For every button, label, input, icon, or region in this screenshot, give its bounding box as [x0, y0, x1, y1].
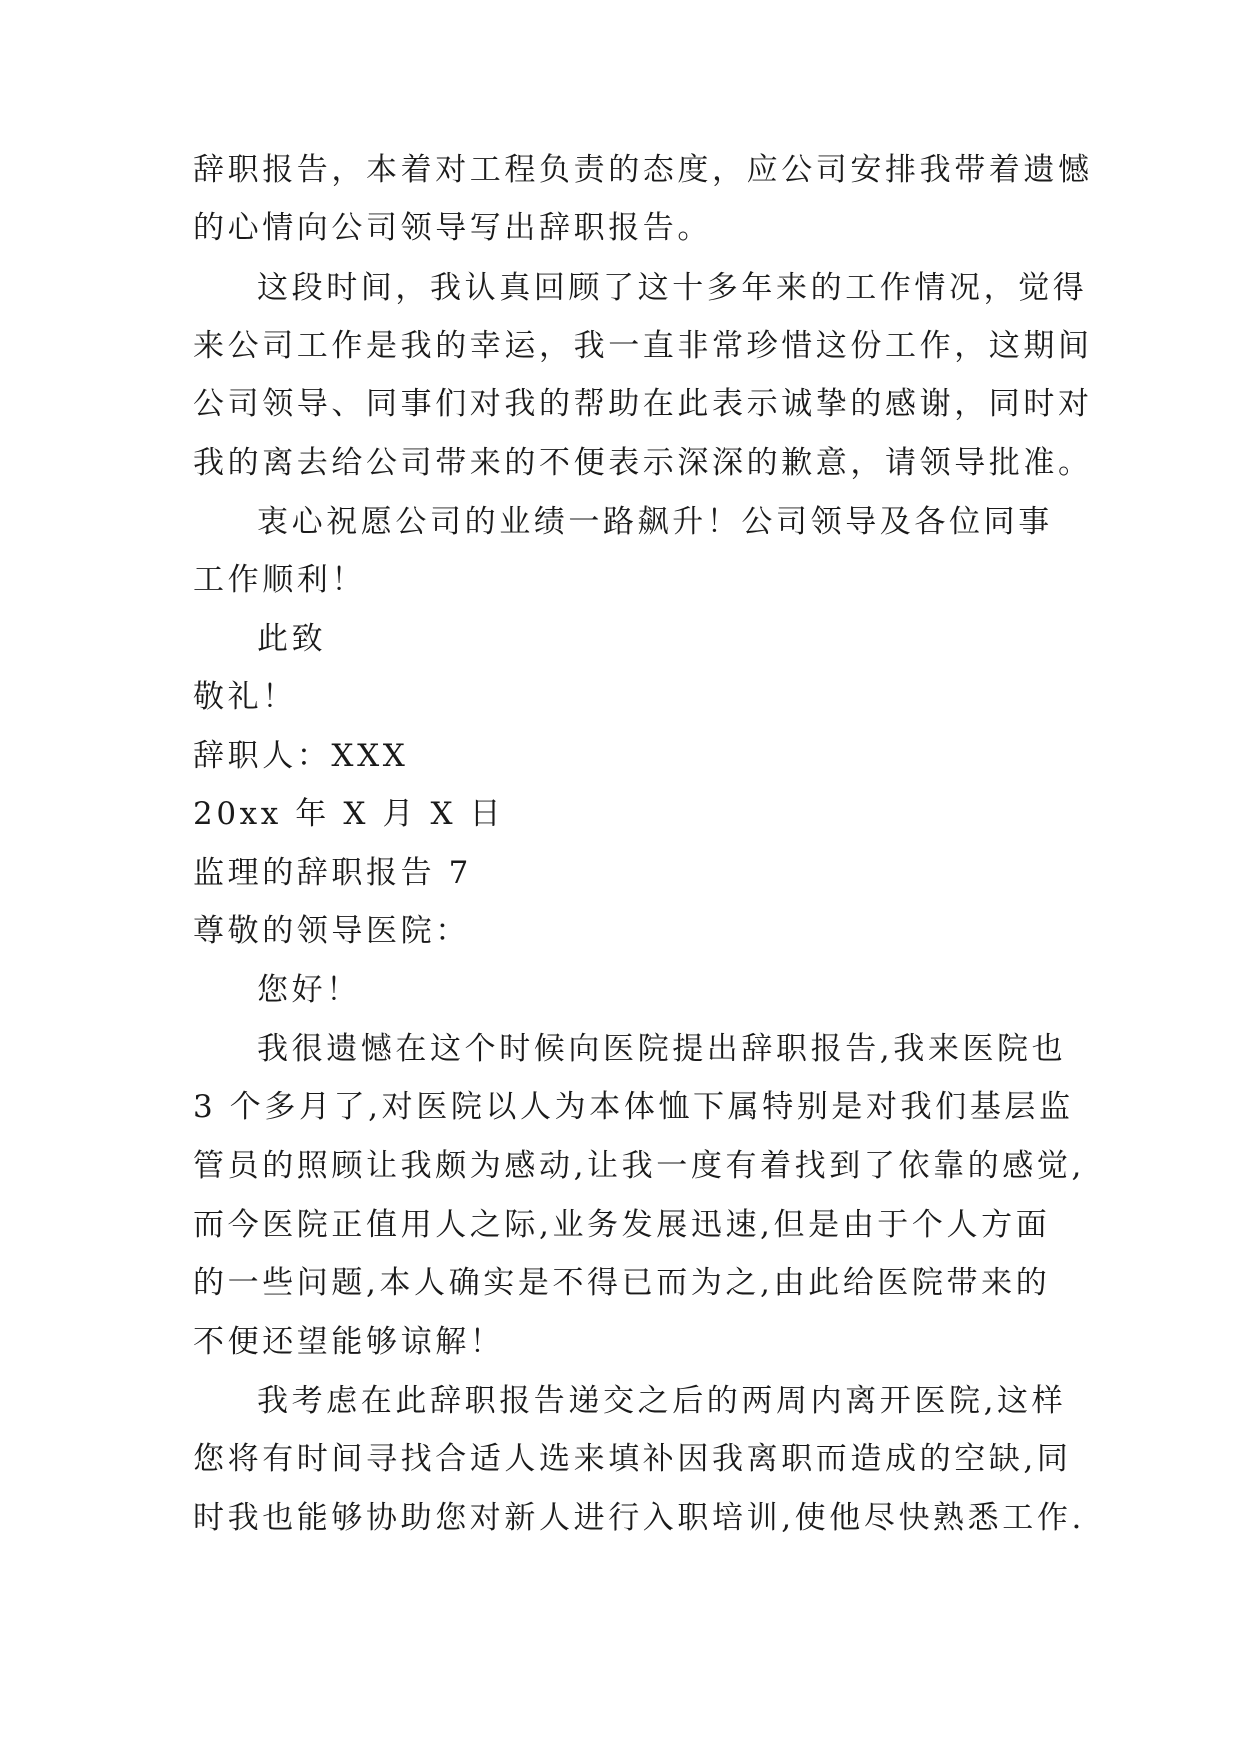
text-line: 公司领导、同事们对我的帮助在此表示诚挚的感谢，同时对 — [193, 386, 1093, 422]
greeting-line: 尊敬的领导医院： — [193, 913, 470, 949]
text-line: 时我也能够协助您对新人进行入职培训,使他尽快熟悉工作. — [193, 1500, 1085, 1536]
text-line: 管员的照顾让我颇为感动,让我一度有着找到了依靠的感觉, — [193, 1148, 1085, 1184]
text-line: 而今医院正值用人之际,业务发展迅速,但是由于个人方面 — [193, 1207, 1051, 1243]
greeting-hello: 您好！ — [257, 972, 361, 1008]
text-line: 来公司工作是我的幸运，我一直非常珍惜这份工作，这期间 — [193, 328, 1093, 364]
text-line: 的一些问题,本人确实是不得已而为之,由此给医院带来的 — [193, 1265, 1051, 1301]
text-line: 的心情向公司领导写出辞职报告。 — [193, 210, 712, 246]
paragraph-start-line: 衷心祝愿公司的业绩一路飙升！公司领导及各位同事 — [257, 504, 1053, 540]
paragraph-start-line: 我很遗憾在这个时候向医院提出辞职报告,我来医院也 — [257, 1031, 1067, 1067]
paragraph-start-line: 这段时间，我认真回顾了这十多年来的工作情况，觉得 — [257, 270, 1088, 306]
text-line: 3 个多月了,对医院以人为本体恤下属特别是对我们基层监 — [193, 1089, 1074, 1125]
signature-line: 辞职人：XXX — [193, 738, 409, 774]
text-line: 我的离去给公司带来的不便表示深深的歉意，请领导批准。 — [193, 445, 1093, 481]
text-line: 工作顺利！ — [193, 562, 366, 598]
paragraph-start-line: 我考虑在此辞职报告递交之后的两周内离开医院,这样 — [257, 1383, 1067, 1419]
text-line: 您将有时间寻找合适人选来填补因我离职而造成的空缺,同 — [193, 1441, 1072, 1477]
closing-regards: 敬礼！ — [193, 679, 297, 715]
date-line: 20xx 年 X 月 X 日 — [193, 796, 505, 832]
text-line: 不便还望能够谅解！ — [193, 1324, 505, 1360]
text-line: 辞职报告，本着对工程负责的态度，应公司安排我带着遗憾 — [193, 152, 1093, 188]
closing-salutation: 此致 — [257, 621, 327, 657]
section-title: 监理的辞职报告 7 — [193, 855, 472, 891]
